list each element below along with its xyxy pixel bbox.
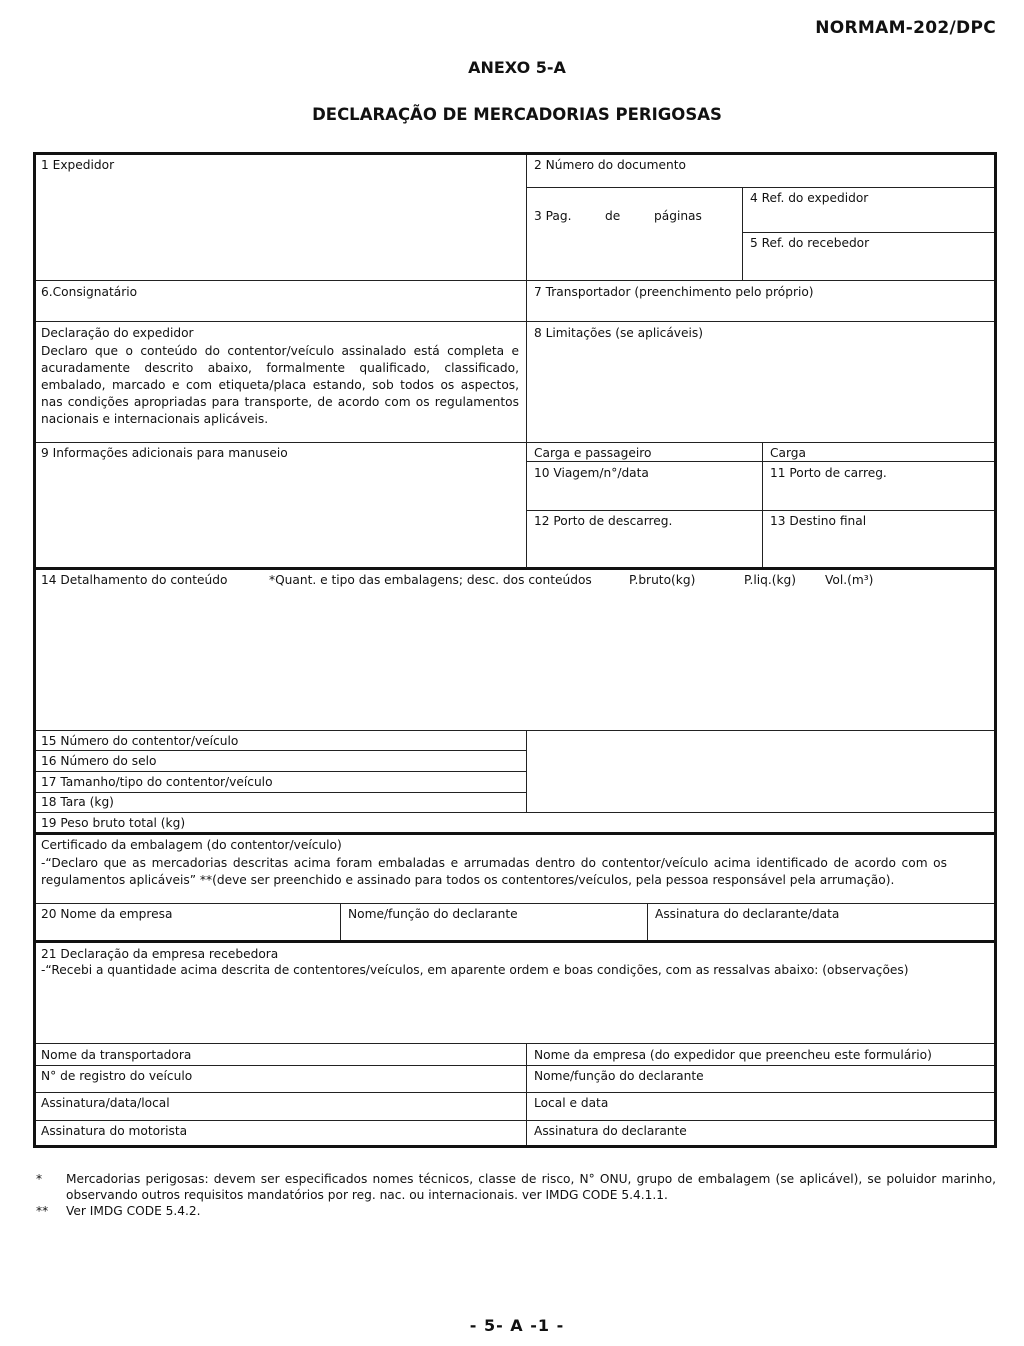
divider: [36, 832, 994, 835]
divider: [526, 730, 527, 812]
divider: [36, 280, 994, 281]
field-14-volume: Vol.(m³): [825, 573, 874, 587]
field-6-consignee[interactable]: 6.Consignatário: [41, 285, 138, 299]
field-14-gross-weight: P.bruto(kg): [629, 573, 696, 587]
annex-label: ANEXO 5-A: [468, 58, 566, 77]
field-13-final-destination[interactable]: 13 Destino final: [770, 514, 867, 528]
field-19-gross-weight-total[interactable]: 19 Peso bruto total (kg): [41, 816, 186, 830]
divider: [742, 187, 743, 280]
field-4-shipper-ref[interactable]: 4 Ref. do expedidor: [750, 191, 869, 205]
divider: [36, 940, 994, 943]
field-21-receiving-company: 21 Declaração da empresa recebedora: [41, 947, 279, 961]
field-14-quantity-header: *Quant. e tipo das embalagens; desc. dos conteúdos: [269, 573, 592, 587]
page-number: - 5- A -1 -: [469, 1316, 565, 1335]
divider: [36, 442, 994, 443]
signature-date-place[interactable]: Assinatura/data/local: [41, 1096, 170, 1110]
divider: [36, 1065, 994, 1066]
shipper-declaration-title: Declaração do expedidor: [41, 326, 194, 340]
field-17-container-size-type[interactable]: 17 Tamanho/tipo do contentor/veículo: [41, 775, 273, 789]
divider: [36, 771, 526, 772]
field-21-receipt-text[interactable]: -“Recebi a quantidade acima descrita de contentores/veículos, em aparente ordem e boas condições, com as ressalvas abaixo: (observações): [41, 963, 909, 977]
footnote-1-mark: *: [36, 1172, 43, 1186]
declarant-name-role-2[interactable]: Nome/função do declarante: [534, 1069, 704, 1083]
divider: [647, 903, 648, 941]
divider: [36, 750, 526, 751]
packing-certificate-title: Certificado da embalagem (do contentor/veículo): [41, 838, 342, 852]
divider: [36, 812, 994, 813]
field-3-pages[interactable]: páginas: [654, 209, 702, 223]
field-1-shipper[interactable]: 1 Expedidor: [41, 158, 115, 172]
shipper-declaration-text: Declaro que o conteúdo do contentor/veículo assinalado está completa e acuradamente descrito abaixo, formalmente qualificado, classificado, embalado, marcado e com etiqueta/placa estando, sob todos os aspectos, nas condições apropriadas para transporte, de acordo com os regulamentos nacionais e internacionais aplicáveis.: [41, 344, 519, 426]
divider: [526, 1043, 527, 1145]
place-and-date[interactable]: Local e data: [534, 1096, 609, 1110]
field-11-port-loading[interactable]: 11 Porto de carreg.: [770, 466, 887, 480]
field-12-port-discharge[interactable]: 12 Porto de descarreg.: [534, 514, 673, 528]
field-8-limitations[interactable]: 8 Limitações (se aplicáveis): [534, 326, 704, 340]
field-10-voyage[interactable]: 10 Viagem/n°/data: [534, 466, 649, 480]
divider: [36, 1043, 994, 1044]
shipper-company-name[interactable]: Nome da empresa (do expedidor que preencheu este formulário): [534, 1048, 932, 1062]
field-7-carrier[interactable]: 7 Transportador (preenchimento pelo próprio): [534, 285, 814, 299]
field-14-content-detail[interactable]: 14 Detalhamento do conteúdo: [41, 573, 228, 587]
divider: [36, 730, 994, 731]
divider: [526, 155, 527, 568]
field-2-document-number[interactable]: 2 Número do documento: [534, 158, 686, 172]
divider: [36, 792, 526, 793]
divider: [36, 1092, 994, 1093]
field-9-handling-info[interactable]: 9 Informações adicionais para manuseio: [41, 446, 288, 460]
packing-certificate-text: -“Declaro que as mercadorias descritas acima foram embaladas e arrumadas dentro do contentor/veículo acima identificado de acordo com os regulamentos aplicáveis” **(deve ser preenchido e assinado para todos os contentores/veículos, pela pessoa responsável pela arrumação).: [41, 856, 947, 887]
field-3-of: de: [605, 209, 621, 223]
divider: [526, 187, 994, 188]
footnote-2-mark: **: [36, 1204, 49, 1218]
divider: [742, 232, 994, 233]
divider: [36, 321, 994, 322]
field-16-seal-number[interactable]: 16 Número do selo: [41, 754, 157, 768]
vehicle-registration[interactable]: N° de registro do veículo: [41, 1069, 193, 1083]
dangerous-goods-form: [33, 152, 997, 1148]
page-title: DECLARAÇÃO DE MERCADORIAS PERIGOSAS: [312, 105, 722, 124]
field-5-receiver-ref[interactable]: 5 Ref. do recebedor: [750, 236, 870, 250]
cargo-label: Carga: [770, 446, 806, 460]
field-18-tare[interactable]: 18 Tara (kg): [41, 795, 114, 809]
declarant-name-role[interactable]: Nome/função do declarante: [348, 907, 518, 921]
divider: [36, 903, 994, 904]
document-code: NORMAM-202/DPC: [815, 18, 996, 38]
field-14-net-weight: P.liq.(kg): [744, 573, 797, 587]
divider: [340, 903, 341, 941]
field-20-company-name[interactable]: 20 Nome da empresa: [41, 907, 173, 921]
divider: [526, 510, 994, 511]
footnote-2-text: Ver IMDG CODE 5.4.2.: [66, 1204, 201, 1218]
cargo-passenger-label: Carga e passageiro: [534, 446, 652, 460]
declarant-signature-date[interactable]: Assinatura do declarante/data: [655, 907, 840, 921]
carrier-name[interactable]: Nome da transportadora: [41, 1048, 192, 1062]
divider: [36, 1120, 994, 1121]
declarant-signature[interactable]: Assinatura do declarante: [534, 1124, 687, 1138]
driver-signature[interactable]: Assinatura do motorista: [41, 1124, 188, 1138]
field-3-page[interactable]: 3 Pag.: [534, 209, 572, 223]
divider: [36, 567, 994, 570]
divider: [762, 442, 763, 568]
field-15-container-number[interactable]: 15 Número do contentor/veículo: [41, 734, 239, 748]
divider: [526, 461, 994, 462]
footnote-1-text: Mercadorias perigosas: devem ser especificados nomes técnicos, classe de risco, N° ONU, grupo de embalagem (se aplicável), se poluidor marinho, observando outros requisitos mandatórios por reg. nac. ou internacionais. ver IMDG CODE 5.4.1.1.: [66, 1172, 996, 1202]
